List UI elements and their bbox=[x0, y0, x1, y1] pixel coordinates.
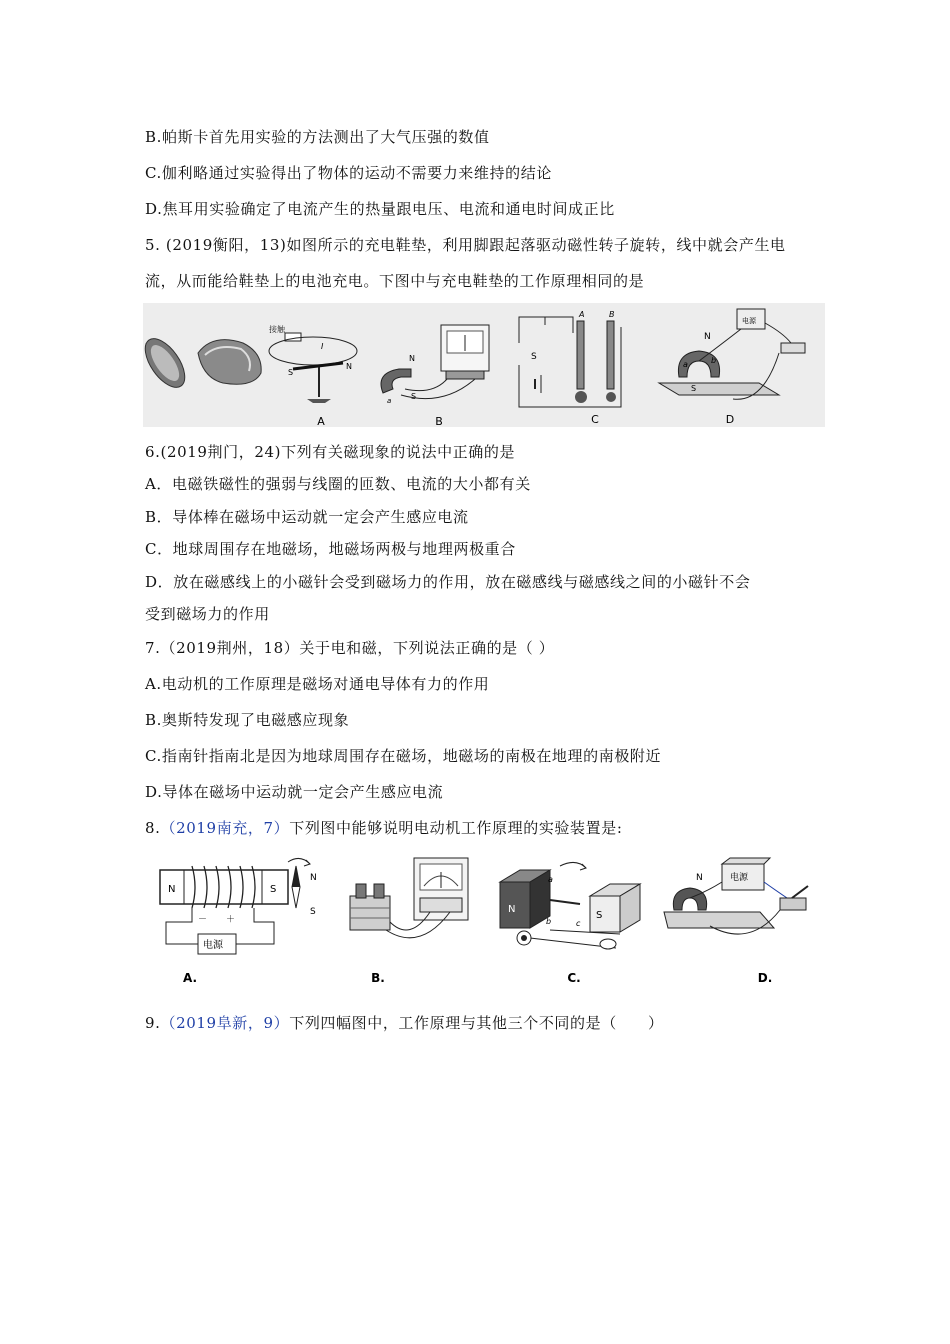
q6-option-d-line2: 受到磁场力的作用 bbox=[145, 605, 270, 623]
q8-d-power-label: 电源 bbox=[730, 873, 749, 883]
q8-c-b-label: b bbox=[546, 917, 552, 926]
figure-c-s-label: S bbox=[531, 352, 537, 362]
q9-source: （2019阜新，9） bbox=[160, 1014, 290, 1032]
figure-d-box-label: 电源 bbox=[742, 317, 756, 325]
q7-option-d: D.导体在磁场中运动就一定会产生感应电流 bbox=[145, 783, 444, 801]
q6-option-b: B．导体棒在磁场中运动就一定会产生感应电流 bbox=[145, 508, 469, 526]
q8-a-plus-label: ＋ bbox=[226, 915, 236, 925]
q8-a-power-label: 电源 bbox=[203, 940, 223, 951]
q8-figure-label-b: B. bbox=[371, 971, 385, 985]
q8-a-needle-s-label: S bbox=[310, 907, 316, 917]
q8-a-minus-label: － bbox=[198, 915, 208, 925]
q8-a-n-label: N bbox=[168, 884, 176, 895]
q6-option-c: C．地球周围存在地磁场，地磁场两极与地理两极重合 bbox=[145, 540, 516, 558]
q8-figure-label-c: C. bbox=[567, 971, 581, 985]
figure-a-north-label: N bbox=[346, 362, 352, 371]
q7-option-a: A.电动机的工作原理是磁场对通电导体有力的作用 bbox=[145, 675, 490, 693]
q8-figure-c-rails bbox=[500, 862, 640, 949]
q6-option-d-line1: D．放在磁感线上的小磁针会受到磁场力的作用，放在磁感线与磁感线之间的小磁针不会 bbox=[145, 573, 751, 591]
q8-d-n-label: N bbox=[696, 873, 703, 883]
q8-stem bbox=[145, 818, 623, 838]
q5-figure-label-b: B bbox=[435, 415, 443, 427]
q6-option-a: A．电磁铁磁性的强弱与线圈的匝数、电流的大小都有关 bbox=[145, 475, 531, 493]
q8-figure-svg bbox=[150, 852, 830, 988]
q8-c-a-label: a bbox=[548, 875, 553, 884]
q8-figure-b-galvanometer bbox=[350, 858, 468, 938]
q4-option-c: C.伽利略通过实验得出了物体的运动不需要力来维持的结论 bbox=[145, 164, 552, 182]
q7-option-c: C.指南针指南北是因为地球周围存在磁场，地磁场的南极在地理的南极附近 bbox=[145, 747, 662, 765]
q8-figure-d-motor bbox=[664, 858, 808, 934]
q8-a-s-label: S bbox=[270, 884, 277, 895]
q9-stem bbox=[145, 1013, 664, 1033]
q5-figure-label-a: A bbox=[317, 415, 325, 427]
figure-d-n-label: N bbox=[704, 332, 711, 342]
figure-b-south-label: S bbox=[411, 392, 417, 401]
q7-option-b: B.奥斯特发现了电磁感应现象 bbox=[145, 711, 350, 729]
q4-option-b: B.帕斯卡首先用实验的方法测出了大气压强的数值 bbox=[145, 128, 490, 146]
figure-b-a-label: a bbox=[387, 397, 392, 405]
q8-figure-label-a: A. bbox=[182, 971, 198, 985]
q5-stem-line2: 流，从而能给鞋垫上的电池充电。下图中与充电鞋垫的工作原理相同的是 bbox=[145, 272, 645, 290]
figure-c-b-label: B bbox=[609, 310, 615, 319]
q5-figure-label-d: D bbox=[725, 413, 735, 426]
q8-figure-a-electromagnet bbox=[160, 858, 317, 954]
q5-figure-svg bbox=[143, 303, 825, 427]
q8-text: 下列图中能够说明电动机工作原理的实验装置是: bbox=[289, 819, 623, 837]
figure-b-north-label: N bbox=[409, 354, 415, 363]
figure-a-switch-label: 接触 bbox=[269, 325, 285, 334]
q8-source: （2019南充，7） bbox=[160, 819, 290, 837]
q5-stem-line1: 5. (2019衡阳，13)如图所示的充电鞋垫，利用脚跟起落驱动磁性转子旋转，线中就会产生电 bbox=[145, 236, 786, 254]
figure-d-s-label: S bbox=[691, 384, 697, 393]
figure-a-south-label: S bbox=[288, 368, 294, 377]
q8-number: 8. bbox=[145, 819, 161, 837]
q8-figure bbox=[150, 852, 830, 988]
q6-stem: 6.(2019荆门，24)下列有关磁现象的说法中正确的是 bbox=[145, 443, 516, 461]
figure-a-current-label: I bbox=[321, 342, 324, 351]
q9-number: 9. bbox=[145, 1014, 161, 1032]
figure-c-a-label: A bbox=[579, 310, 585, 319]
q4-option-d: D.焦耳用实验确定了电流产生的热量跟电压、电流和通电时间成正比 bbox=[145, 200, 615, 218]
q8-c-c-label: c bbox=[576, 919, 581, 928]
figure-d-b-label: b bbox=[711, 356, 717, 365]
q8-figure-label-d: D. bbox=[757, 971, 773, 985]
figure-d-a-label: a bbox=[683, 360, 688, 369]
q9-text: 下列四幅图中，工作原理与其他三个不同的是（ ） bbox=[289, 1014, 664, 1032]
q5-figure-label-c: C bbox=[591, 413, 599, 426]
q8-c-s-label: S bbox=[596, 910, 603, 921]
q7-stem: 7.（2019荆州，18）关于电和磁，下列说法正确的是（ ） bbox=[145, 639, 555, 657]
q8-c-n-label: N bbox=[508, 904, 516, 915]
q5-figure bbox=[143, 303, 825, 427]
q8-a-needle-n-label: N bbox=[310, 873, 317, 883]
